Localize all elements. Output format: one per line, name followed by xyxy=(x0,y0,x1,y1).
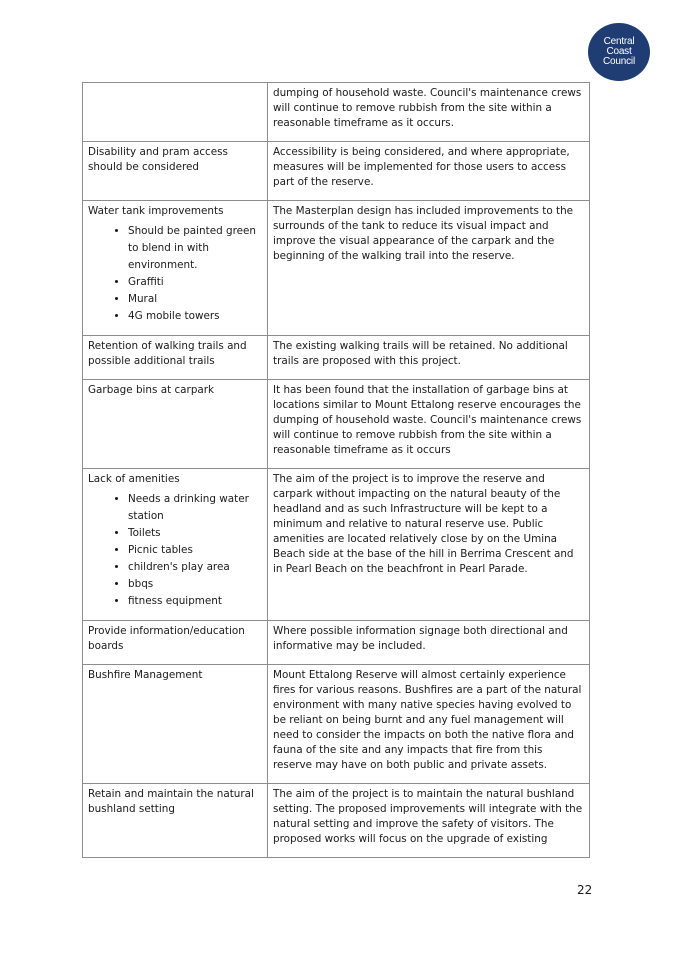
issue-bullet-list xyxy=(88,491,262,610)
table-row xyxy=(83,665,590,784)
table-row xyxy=(83,201,590,336)
issue-cell: Provide information/education boards xyxy=(83,621,268,665)
issue-cell: Retention of walking trails and possible additional trails xyxy=(83,336,268,380)
list-item: • 4G mobile towers xyxy=(128,308,262,325)
list-item: • Picnic tables xyxy=(128,542,262,559)
issue-cell xyxy=(83,201,268,336)
response-cell: The aim of the project is to improve the reserve and carpark without impacting on the natural beauty of the headland and as such Infrastructure will be kept to a minimum and relative to natural reserve use. Public amenities are located relatively close by on the Umina Beach side at the base of the hill in Berrima Crescent and in Pearl Beach on the beachfront in Pearl Parade. xyxy=(268,469,590,621)
issue-cell: Bushfire Management xyxy=(83,665,268,784)
response-cell: dumping of household waste. Council's maintenance crews will continue to remove rubbish from the site within a reasonable timeframe as it occurs. xyxy=(268,83,590,142)
feedback-response-table xyxy=(82,82,590,858)
issue-cell: Garbage bins at carpark xyxy=(83,380,268,469)
list-item: • Toilets xyxy=(128,525,262,542)
table-row xyxy=(83,784,590,858)
list-item: • Should be painted green to blend in with environment. xyxy=(128,223,262,274)
issue-title: Lack of amenities xyxy=(88,473,180,485)
response-cell: Accessibility is being considered, and where appropriate, measures will be implemented for those users to access part of the reserve. xyxy=(268,142,590,201)
response-cell: The Masterplan design has included improvements to the surrounds of the tank to reduce its visual impact and improve the visual appearance of the carpark and the beginning of the walking trail into the reserve. xyxy=(268,201,590,336)
list-item: • Needs a drinking water station xyxy=(128,491,262,525)
table-row xyxy=(83,142,590,201)
list-item: • Mural xyxy=(128,291,262,308)
table-row xyxy=(83,380,590,469)
issue-bullet-list xyxy=(88,223,262,325)
table-row xyxy=(83,621,590,665)
list-item: • fitness equipment xyxy=(128,593,262,610)
response-cell: The existing walking trails will be retained. No additional trails are proposed with this project. xyxy=(268,336,590,380)
page-number: 22 xyxy=(577,883,593,897)
response-cell: The aim of the project is to maintain the natural bushland setting. The proposed improvements will integrate with the natural setting and improve the safety of visitors. The proposed works will focus on the upgrade of existing xyxy=(268,784,590,858)
list-item: • bbqs xyxy=(128,576,262,593)
table-row xyxy=(83,336,590,380)
logo-line-1: Central xyxy=(603,36,635,47)
issue-cell xyxy=(83,469,268,621)
list-item: • Graffiti xyxy=(128,274,262,291)
issue-cell xyxy=(83,83,268,142)
issue-cell: Retain and maintain the natural bushland setting xyxy=(83,784,268,858)
logo-line-3: Council xyxy=(603,56,635,67)
logo-line-2: Coast xyxy=(606,46,632,57)
issue-cell: Disability and pram access should be considered xyxy=(83,142,268,201)
response-cell: Mount Ettalong Reserve will almost certainly experience fires for various reasons. Bushfires are a part of the natural environment with many native species having evolved to be reliant on being burnt and any fuel management will need to consider the impacts on both the native flora and fauna of the site and any impacts that fire from this reserve may have on both public and private assets. xyxy=(268,665,590,784)
table-row xyxy=(83,469,590,621)
central-coast-council-logo xyxy=(588,23,650,81)
table-row xyxy=(83,83,590,142)
issue-title: Water tank improvements xyxy=(88,205,224,217)
list-item: • children's play area xyxy=(128,559,262,576)
response-cell: Where possible information signage both directional and informative may be included. xyxy=(268,621,590,665)
response-cell: It has been found that the installation of garbage bins at locations similar to Mount Ettalong reserve encourages the dumping of household waste. Council's maintenance crews will continue to remove rubbish from the site within a reasonable timeframe as it occurs xyxy=(268,380,590,469)
